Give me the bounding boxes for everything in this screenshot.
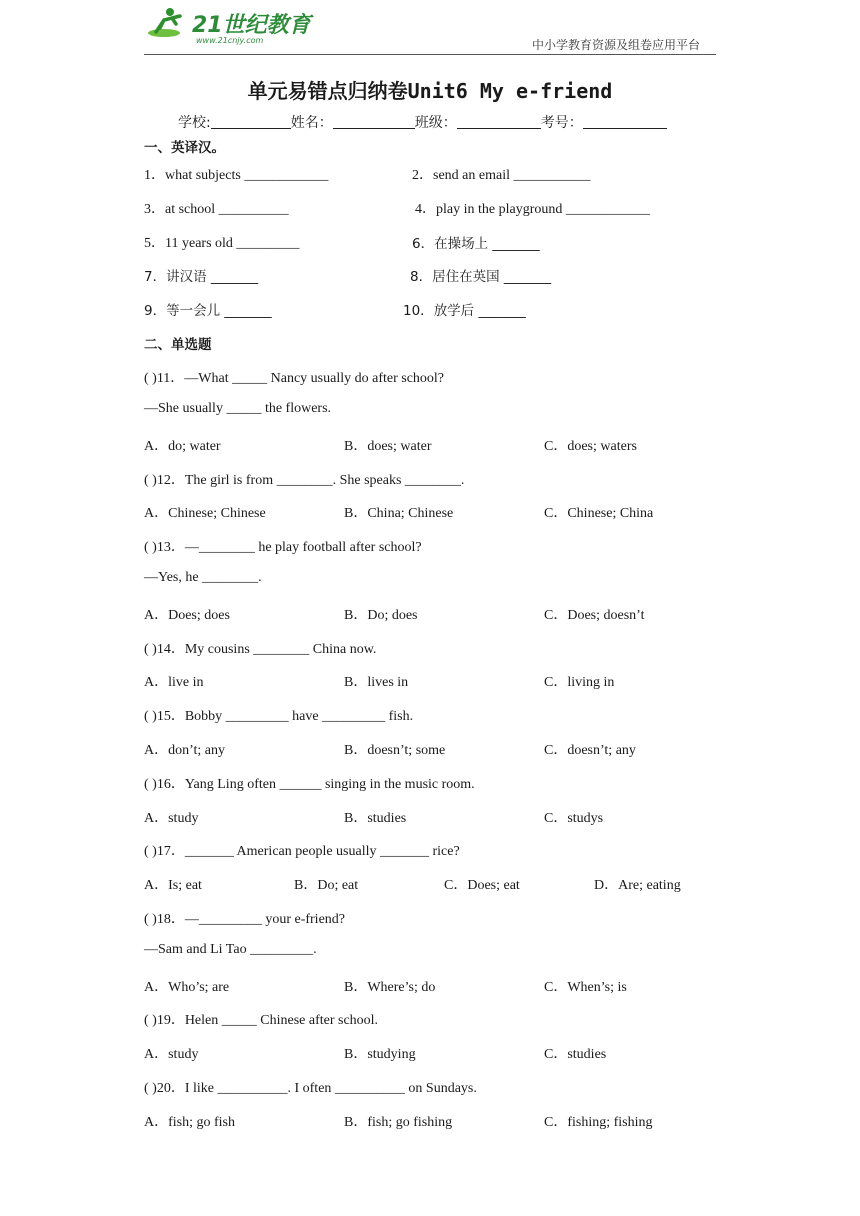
question-stem: ( )12．The girl is from ________. She speaks ________. [144,473,465,488]
list-item: 2．send an email ___________ [412,168,591,183]
list-item: 7．讲汉语 _______ [144,269,259,285]
question-extra: —Yes, he ________. [144,570,262,585]
question-stem: ( )14．My cousins ________ China now. [144,642,377,657]
section1-heading: 一、英译汉。 [144,140,225,156]
option-a[interactable]: A．study [144,811,199,826]
list-item: 10．放学后 _______ [403,303,526,319]
option-b[interactable]: B．fish; go fishing [344,1115,453,1130]
option-d[interactable]: D．Are; eating [594,878,681,893]
option-a[interactable]: A．study [144,1047,199,1062]
section2-heading: 二、单选题 [144,337,212,353]
list-item: 4．play in the playground ____________ [415,202,650,217]
option-c[interactable]: C．studys [544,811,604,826]
option-c[interactable]: C．doesn’t; any [544,743,636,758]
option-c[interactable]: C．studies [544,1047,607,1062]
option-c[interactable]: C．living in [544,675,615,690]
option-c[interactable]: C．Does; eat [444,878,520,893]
logo-url: www.21cnjy.com [196,36,264,45]
option-c[interactable]: C．Chinese; China [544,506,654,521]
question-stem: ( )13．—________ he play football after school? [144,540,422,555]
header-divider [144,54,716,55]
question-stem: ( )11．—What _____ Nancy usually do after school? [144,371,445,386]
list-item: 3．at school __________ [144,202,289,217]
question-stem: ( )18．—_________ your e-friend? [144,912,346,927]
option-b[interactable]: B．China; Chinese [344,506,454,521]
list-item: 8．居住在英国 _______ [410,269,552,285]
option-c[interactable]: C．Does; doesn’t [544,608,645,623]
school-field[interactable] [211,114,291,129]
option-a[interactable]: A．Is; eat [144,878,202,893]
list-item: 5．11 years old _________ [144,236,300,251]
option-a[interactable]: A．fish; go fish [144,1115,235,1130]
school-label: 学校: [178,115,211,131]
option-c[interactable]: C．does; waters [544,439,637,454]
option-b[interactable]: B．studies [344,811,407,826]
option-c[interactable]: C．When’s; is [544,980,627,995]
question-stem: ( )19．Helen _____ Chinese after school. [144,1013,379,1028]
option-b[interactable]: B．does; water [344,439,432,454]
logo-runner-icon [146,6,316,46]
page-title: 单元易错点归纳卷Unit6 My e-friend [247,79,613,103]
option-b[interactable]: B．lives in [344,675,409,690]
option-a[interactable]: A．do; water [144,439,221,454]
list-item: 9．等一会儿 _______ [144,303,272,319]
platform-label: 中小学教育资源及组卷应用平台 [531,38,700,52]
list-item: 1．what subjects ____________ [144,168,329,183]
question-stem: ( )15．Bobby _________ have _________ fish. [144,709,414,724]
logo [146,6,316,46]
option-a[interactable]: A．Chinese; Chinese [144,506,266,521]
option-b[interactable]: B．Do; does [344,608,418,623]
option-b[interactable]: B．Do; eat [294,878,359,893]
question-stem: ( )16．Yang Ling often ______ singing in the music room. [144,777,475,792]
option-a[interactable]: A．Does; does [144,608,230,623]
name-label: 姓名： [290,115,333,131]
student-info [178,112,667,132]
logo-text: 21世纪教育 [192,13,311,38]
option-a[interactable]: A．don’t; any [144,743,226,758]
exam-no-field[interactable] [583,114,667,129]
option-b[interactable]: B．studying [344,1047,416,1062]
option-b[interactable]: B．doesn’t; some [344,743,446,758]
exam-no-label: 考号： [540,115,583,131]
option-b[interactable]: B．Where’s; do [344,980,436,995]
option-a[interactable]: A．live in [144,675,204,690]
list-item: 6．在操场上 _______ [412,236,540,252]
option-a[interactable]: A．Who’s; are [144,980,230,995]
class-label: 班级： [414,115,457,131]
question-stem: ( )20．I like __________. I often __________ on Sundays. [144,1081,477,1096]
class-field[interactable] [457,114,541,129]
question-extra: —Sam and Li Tao _________. [144,942,317,957]
question-extra: —She usually _____ the flowers. [144,401,332,416]
option-c[interactable]: C．fishing; fishing [544,1115,653,1130]
name-field[interactable] [333,114,415,129]
question-stem: ( )17．_______ American people usually _______ rice? [144,844,460,859]
